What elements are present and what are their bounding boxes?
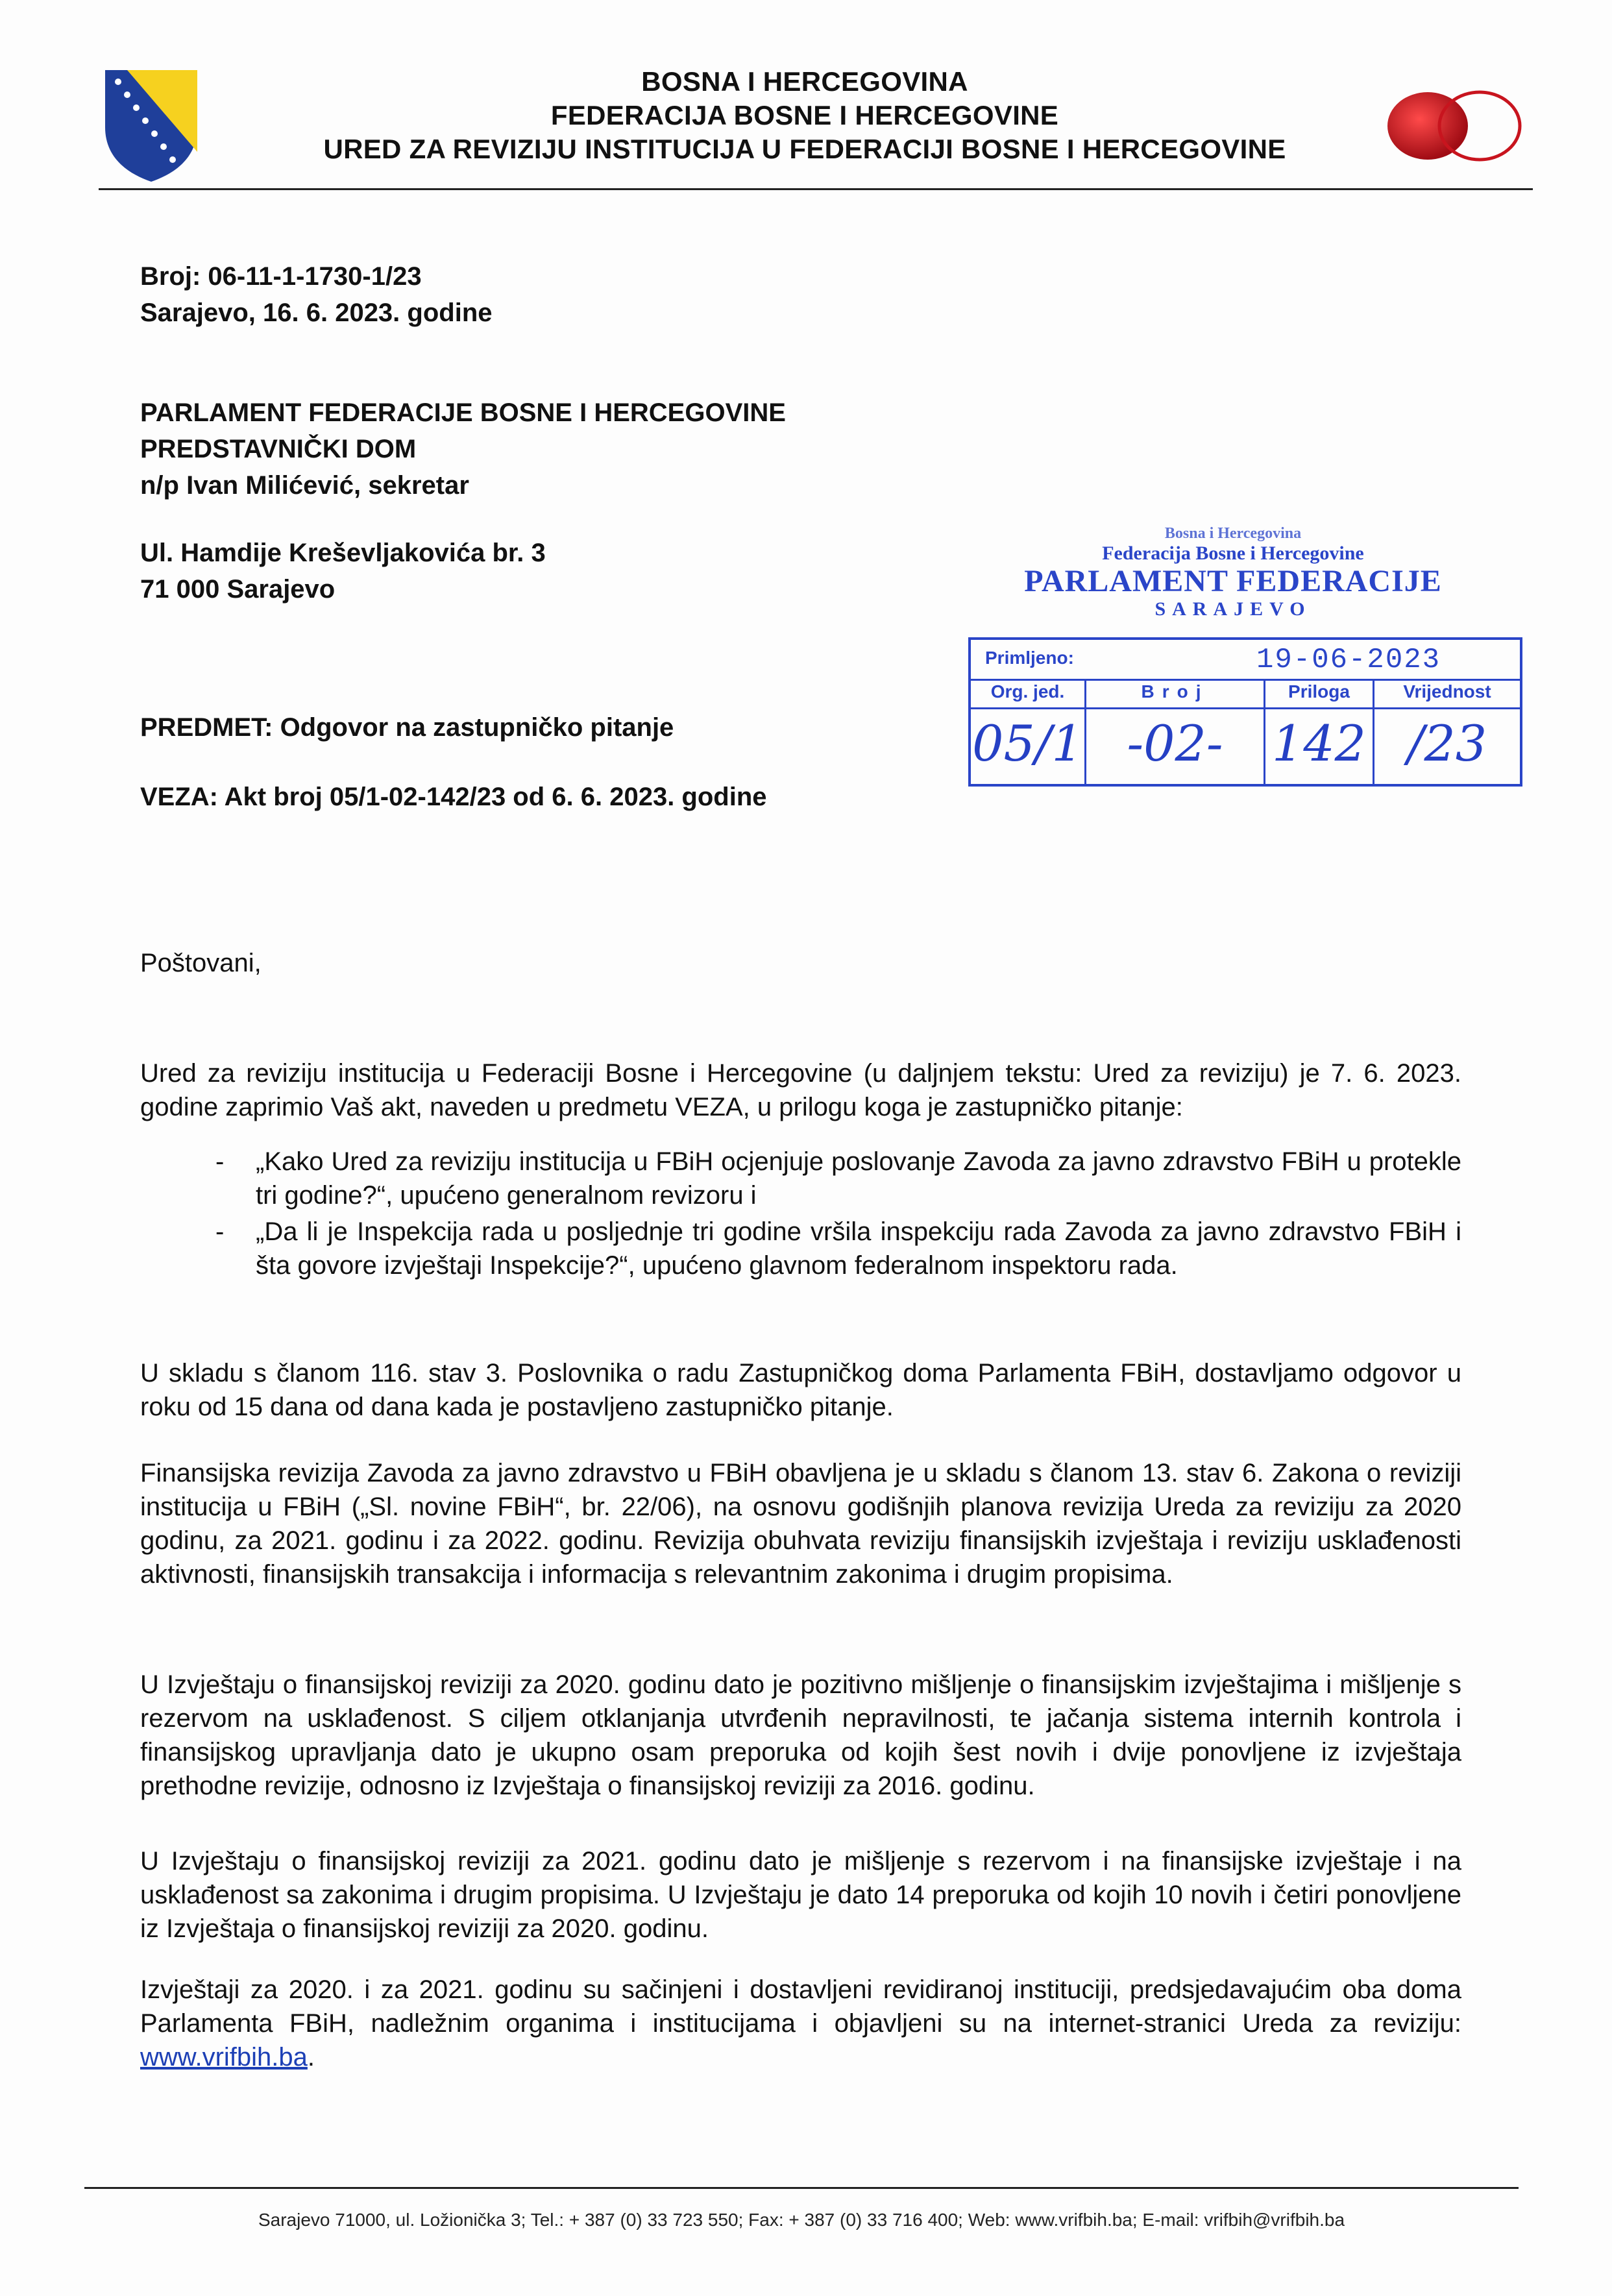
footer-contact: Sarajevo 71000, ul. Ložionička 3; Tel.: + 387 (0) 33 723 550; Fax: + 387 (0) 33 716 400; Web: www.vrifbih.ba; E-mail: vrifbih@vrifbih.ba	[258, 2210, 1345, 2230]
stamp-line-2: Federacija Bosne i Hercegovine	[1102, 543, 1364, 564]
stamp-column	[971, 679, 1086, 787]
vrif-logo-icon	[1382, 84, 1528, 169]
stamp-column-value: 05/1	[972, 714, 1083, 772]
reference-line: VEZA: Akt broj 05/1-02-142/23 od 6. 6. 2023. godine	[140, 783, 767, 811]
received-stamp	[968, 637, 1522, 787]
recipient-city: 71 000 Sarajevo	[140, 575, 336, 604]
stamp-line-1: Bosna i Hercegovina	[1164, 525, 1302, 542]
received-stamp-header	[973, 524, 1493, 620]
paragraph-6	[140, 1973, 1461, 2074]
stamp-column-value: /23	[1407, 714, 1487, 772]
document-place-date: Sarajevo, 16. 6. 2023. godine	[140, 299, 493, 327]
subject-line: PREDMET: Odgovor na zastupničko pitanje	[140, 713, 674, 742]
document-number: Broj: 06-11-1-1730-1/23	[140, 262, 422, 291]
footer-divider	[84, 2187, 1519, 2189]
recipient-street: Ul. Hamdije Kreševljakovića br. 3	[140, 539, 546, 567]
paragraph-6-end: .	[307, 2043, 315, 2071]
bullet-dash: -	[215, 1147, 225, 1176]
paragraph-5: U Izvještaju o finansijskoj reviziji za 2021. godinu dato je mišljenje s rezervom i na finansijske izvještaje i na usklađenost sa zakonima i drugim propisima. U Izvještaju je dato 14 preporuka od kojih 10 novih i četiri ponovljene iz Izvještaja o finansijskoj reviziji za 2020. godinu.	[140, 1847, 1461, 1943]
stamp-received-row	[971, 640, 1520, 681]
stamp-column	[1086, 679, 1265, 787]
stamp-column-value: 142	[1271, 714, 1367, 772]
stamp-line-4: SARAJEVO	[1154, 598, 1312, 620]
recipient-line-2: PREDSTAVNIČKI DOM	[140, 435, 417, 463]
stamp-column-label: Broj	[1086, 679, 1264, 709]
recipient-block	[140, 395, 786, 504]
recipient-address	[140, 535, 546, 607]
document-meta	[140, 258, 493, 331]
website-link[interactable]: www.vrifbih.ba	[140, 2043, 308, 2071]
header-line-2: FEDERACIJA BOSNE I HERCEGOVINE	[550, 100, 1059, 130]
stamp-column-label: Org. jed.	[971, 679, 1084, 709]
header-line-1: BOSNA I HERCEGOVINA	[641, 66, 968, 97]
bullet-item-1: „Kako Ured za reviziju institucija u FBiH ocjenjuje poslovanje Zavoda za javno zdravstvo FBiH u protekle tri godine?“, upućeno generalnom revizoru i	[256, 1147, 1461, 1210]
header-divider	[99, 188, 1533, 190]
stamp-received-label: Primljeno:	[985, 648, 1074, 668]
paragraph-4: U Izvještaju o finansijskoj reviziji za 2020. godinu dato je pozitivno mišljenje o finansijskim izvještajima i mišljenje s rezervom na usklađenost. S ciljem otklanjanja utvrđenih nepravilnosti, te jačanja sistema internih kontrola i finansijskog upravljanja dato je ukupno osam preporuka od kojih šest novih i dvije ponovljene iz izvještaja prethodne revizije, odnosno iz Izvještaja o finansijskoj reviziji za 2016. godinu.	[140, 1670, 1461, 1800]
stamp-column-label: Vrijednost	[1374, 679, 1520, 709]
recipient-line-3: n/p Ivan Milićević, sekretar	[140, 471, 469, 500]
bih-coat-of-arms-icon	[103, 67, 200, 183]
paragraph-1: Ured za reviziju institucija u Federaciji Bosne i Hercegovine (u daljnjem tekstu: Ured za reviziju) je 7. 6. 2023. godine zaprimio Vaš akt, naveden u predmetu VEZA, u prilogu koga je zastupničko pitanje:	[140, 1059, 1461, 1121]
paragraph-3: Finansijska revizija Zavoda za javno zdravstvo u FBiH obavljena je u skladu s članom 13. stav 6. Zakona o reviziji institucija u FBiH („Sl. novine FBiH“, br. 22/06), na osnovu godišnjih planova revizija Ureda za reviziju za 2020 godinu, za 2021. godinu i za 2022. godinu. Revizija obuhvata reviziju finansijskih izvještaja i reviziju usklađenosti aktivnosti, finansijskih transakcija i informacija s relevantnim zakonima i drugim propisima.	[140, 1459, 1461, 1589]
stamp-column-label: Priloga	[1265, 679, 1373, 709]
header-line-3: URED ZA REVIZIJU INSTITUCIJA U FEDERACIJI BOSNE I HERCEGOVINE	[323, 134, 1286, 164]
bullet-item-2: „Da li je Inspekcija rada u posljednje tri godine vršila inspekciju rada Zavoda za javno zdravstvo FBiH i šta govore izvještaji Inspekcije?“, upućeno glavnom federalnom inspektoru rada.	[256, 1217, 1461, 1280]
stamp-column	[1265, 679, 1374, 787]
stamp-column	[1374, 679, 1520, 787]
salutation: Poštovani,	[140, 949, 262, 977]
paragraph-2: U skladu s članom 116. stav 3. Poslovnika o radu Zastupničkog doma Parlamenta FBiH, dostavljamo odgovor u roku od 15 dana od dana kada je postavljeno zastupničko pitanje.	[140, 1359, 1461, 1421]
stamp-column-value: -02-	[1127, 714, 1223, 772]
paragraph-6-text: Izvještaji za 2020. i za 2021. godinu su sačinjeni i dostavljeni revidiranoj instituciji, predsjedavajućim oba doma Parlamenta FBiH, nadležnim organima i institucijama i objavljeni su na internet-stranici Ureda za reviziju:	[140, 1975, 1461, 2038]
bullet-dash: -	[215, 1217, 225, 1246]
recipient-line-1: PARLAMENT FEDERACIJE BOSNE I HERCEGOVINE	[140, 398, 786, 427]
stamp-received-date: 19-06-2023	[1256, 644, 1441, 676]
stamp-line-3: PARLAMENT FEDERACIJE	[1024, 564, 1442, 598]
stamp-columns	[971, 679, 1520, 787]
